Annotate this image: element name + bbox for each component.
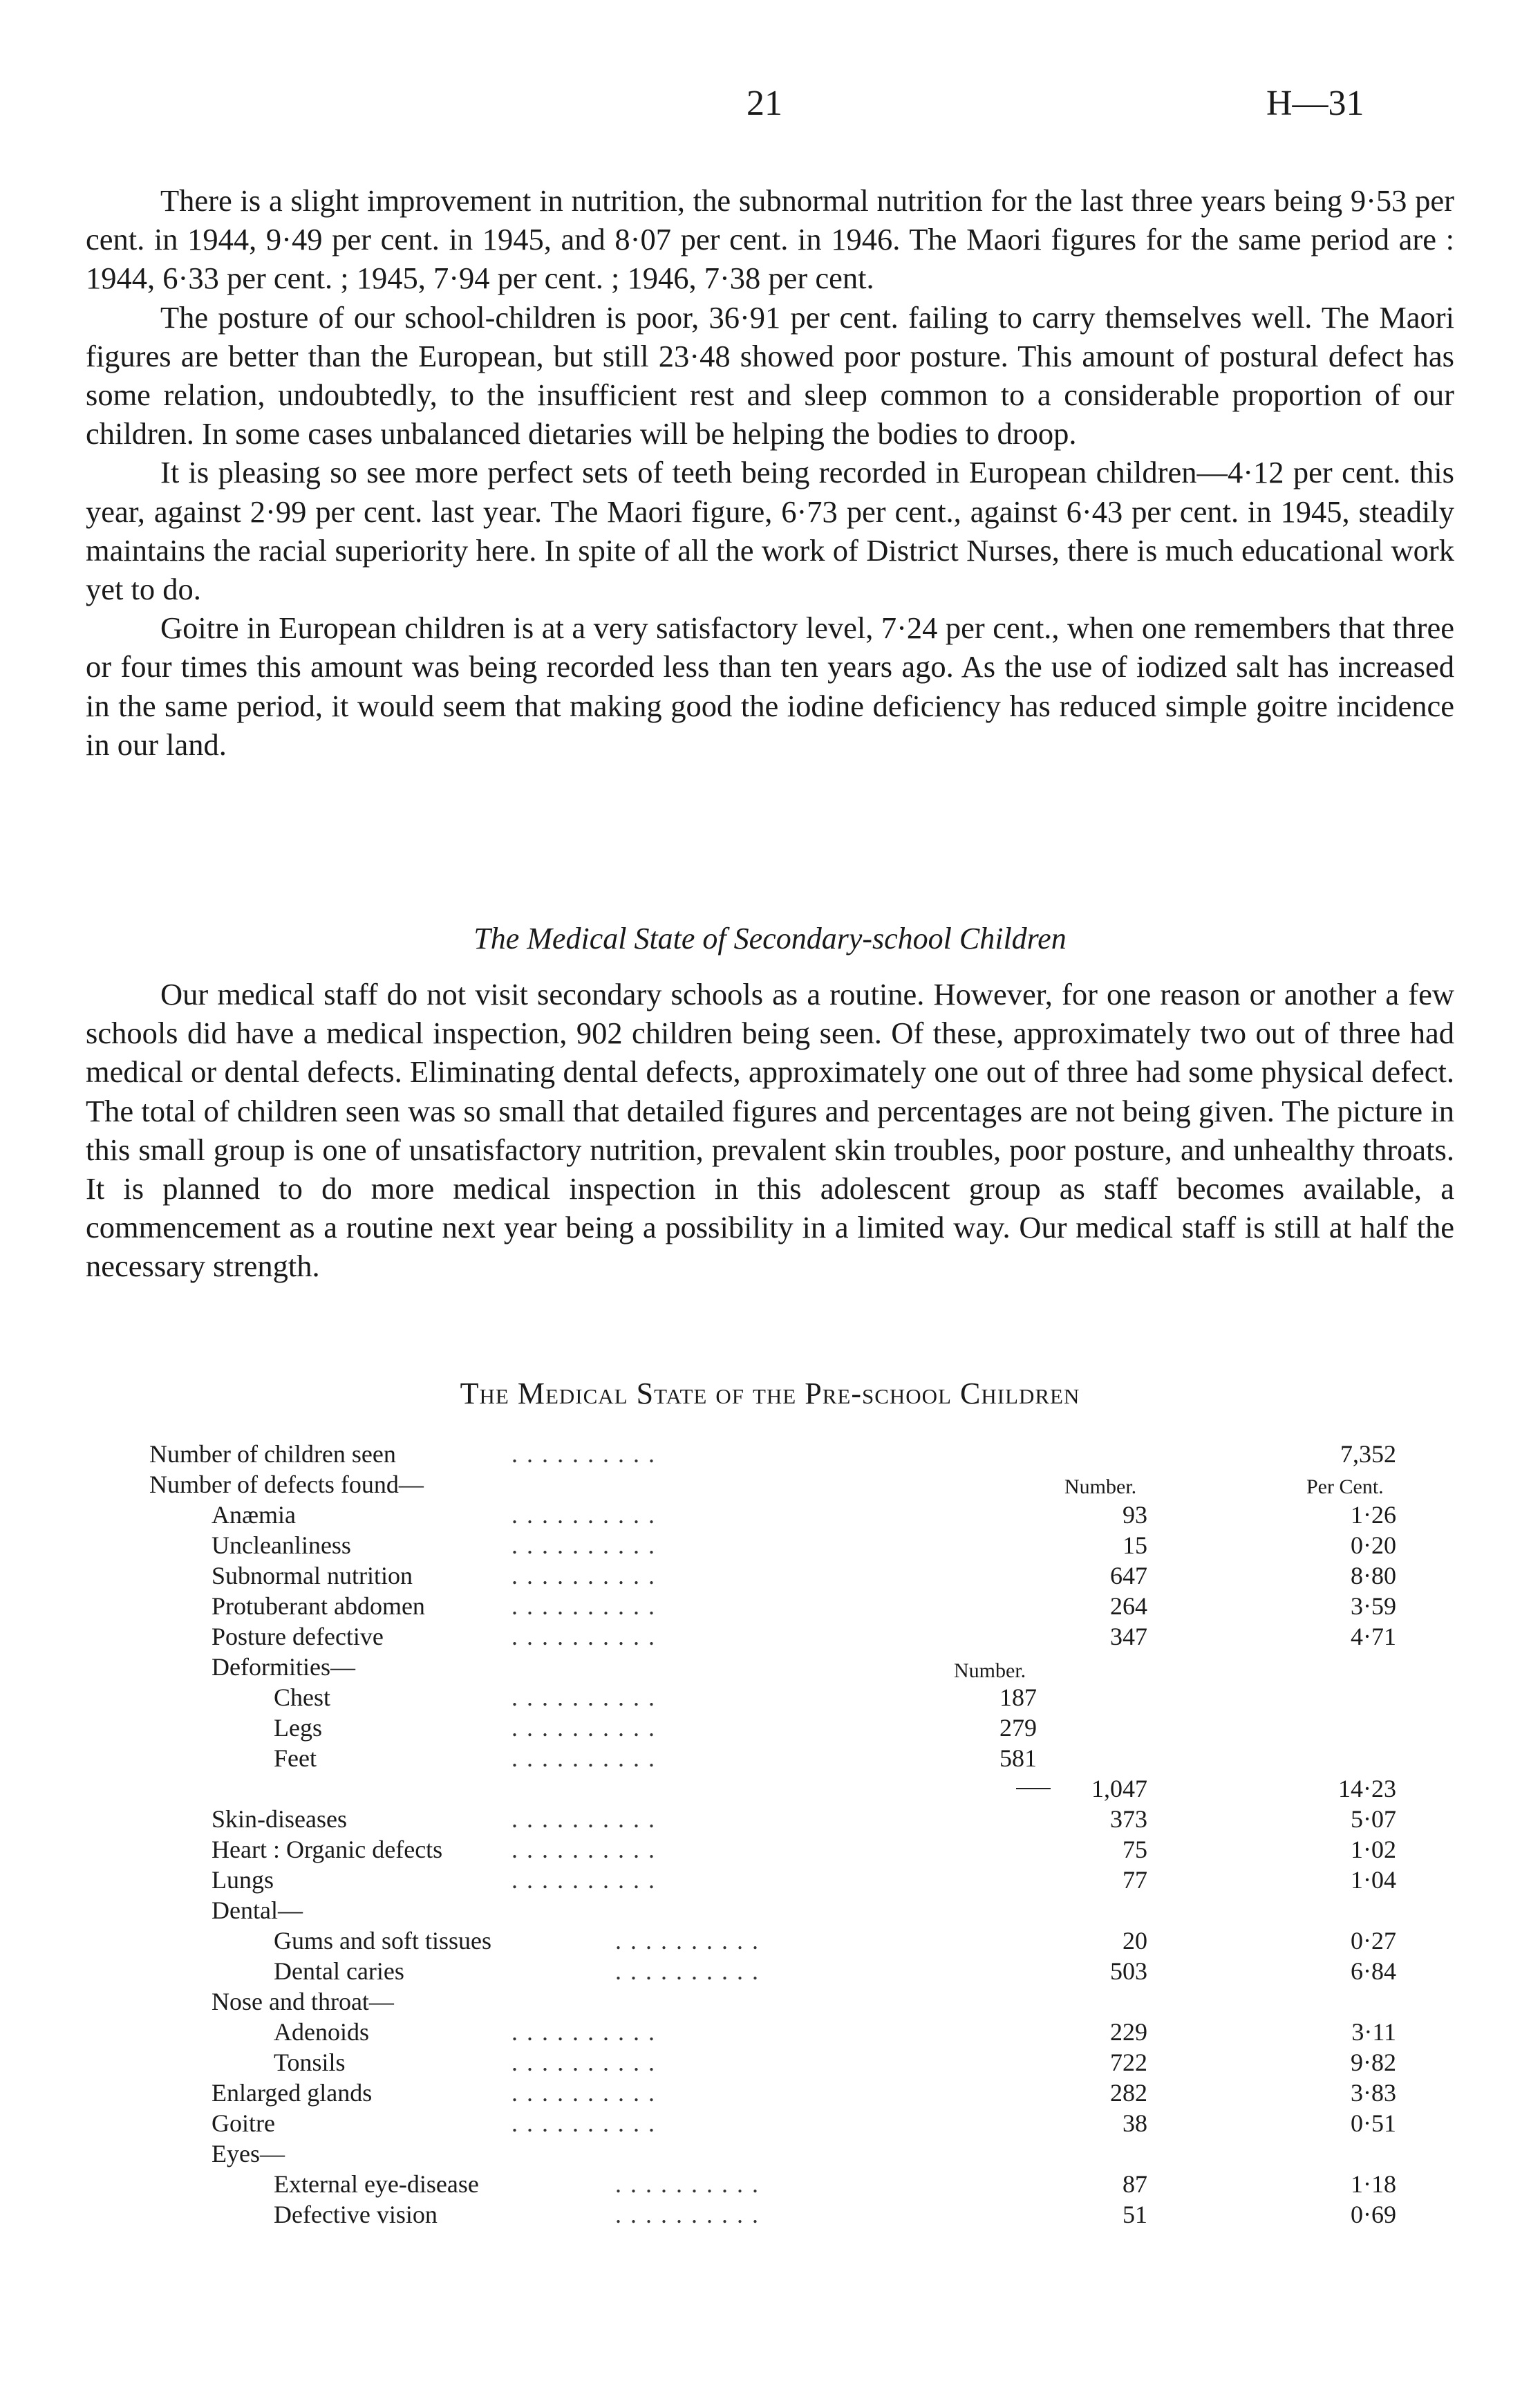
number: 51 [1123, 2201, 1147, 2228]
paragraph-teeth: It is pleasing so see more perfect sets of teeth being recorded in European children—4·12 per cent. this year, against 2·99 per cent. last year. The Maori figure, 6·73 per cent., against 6·43 per cent. in 1945, steadily maintains the racial superiority here. In spite of all the work of District Nurses, there is much educational work yet to do. [86, 455, 1454, 607]
number: 93 [1123, 1501, 1147, 1529]
number: 647 [1110, 1562, 1147, 1589]
per-cent: 0·51 [1351, 2109, 1396, 2137]
row-label: Uncleanliness [212, 1531, 351, 1559]
table-row [0, 1683, 1540, 1713]
row-label: Skin-diseases [212, 1805, 347, 1833]
row-label: Number of defects found— [149, 1471, 424, 1498]
per-cent: 3·83 [1351, 2079, 1396, 2107]
table-row [0, 1957, 1540, 1987]
table-row [0, 1926, 1540, 1957]
row-label: Defective vision [274, 2201, 438, 2228]
per-cent: 4·71 [1351, 1623, 1396, 1650]
row-label: Anæmia [212, 1501, 296, 1529]
leader-dots: . . . . . . . . . . [511, 2049, 656, 2076]
number: 229 [1110, 2018, 1147, 2046]
number: 373 [1110, 1805, 1147, 1833]
table-row [0, 2200, 1540, 2230]
row-label: Enlarged glands [212, 2079, 373, 2107]
per-cent: 1·04 [1351, 1866, 1396, 1894]
page-number: 21 [746, 84, 782, 123]
row-label: Gums and soft tissues [274, 1927, 491, 1955]
table-row [0, 2017, 1540, 2048]
document-code: H—31 [1266, 84, 1364, 123]
per-cent: 0·20 [1351, 1531, 1396, 1559]
leader-dots: . . . . . . . . . . [511, 1562, 656, 1589]
leader-dots: . . . . . . . . . . [511, 1531, 656, 1559]
per-cent: 3·11 [1351, 2018, 1396, 2046]
table-row [0, 1500, 1540, 1531]
row-label: External eye-disease [274, 2170, 479, 2198]
per-cent: 3·59 [1351, 1592, 1396, 1620]
row-label: Nose and throat— [212, 1988, 394, 2015]
leader-dots: . . . . . . . . . . [511, 1805, 656, 1833]
leader-dots: . . . . . . . . . . [511, 1744, 656, 1772]
table-row [0, 1531, 1540, 1561]
row-label: Tonsils [274, 2049, 346, 2076]
table-row [0, 2109, 1540, 2139]
row-label: Heart : Organic defects [212, 1836, 443, 1863]
row-label: Goitre [212, 2109, 275, 2137]
row-label: Posture defective [212, 1623, 384, 1650]
sub-number: 187 [999, 1683, 1037, 1711]
leader-dots: . . . . . . . . . . [511, 1501, 656, 1529]
total-rule [1016, 1788, 1051, 1789]
leader-dots: . . . . . . . . . . [511, 1836, 656, 1863]
number: 38 [1123, 2109, 1147, 2137]
leader-dots: . . . . . . . . . . [511, 1866, 656, 1894]
paragraph-secondary: Our medical staff do not visit secondary schools as a routine. However, for one reason or another a few schools did have a medical inspection, 902 children being seen. Of these, approximately two out of three had medical or dental defects. Eliminating dental defects, approximately one out of three had some physical defect. The total of children seen was so small that detailed figures and percentages are not being given. The picture in this small group is one of unsatisfactory nutrition, prevalent skin troubles, poor posture, and unhealthy throats. It is planned to do more medical inspection in this adolescent group as staff becomes available, a commencement as a routine next year being a possibility in a limited way. Our medical staff is still at half the necessary strength. [86, 977, 1454, 1284]
row-defects-found [0, 1470, 1540, 1500]
row-label: Dental— [212, 1896, 303, 1924]
per-cent: 1·02 [1351, 1836, 1396, 1863]
table-row [0, 2170, 1540, 2200]
row-label: Dental caries [274, 1957, 404, 1985]
per-cent: 9·82 [1351, 2049, 1396, 2076]
leader-dots: . . . . . . . . . . [615, 2201, 760, 2228]
leader-dots: . . . . . . . . . . [511, 1683, 656, 1711]
row-label: Protuberant abdomen [212, 1592, 425, 1620]
table-row [0, 1561, 1540, 1592]
row-children-seen [0, 1439, 1540, 1470]
leader-dots: . . . . . . . . . . [511, 1623, 656, 1650]
row-label: Eyes— [212, 2140, 285, 2167]
table-row [0, 1713, 1540, 1744]
children-seen-value: 7,352 [1340, 1440, 1396, 1468]
number: 1,047 [1091, 1775, 1147, 1802]
per-cent: 14·23 [1338, 1775, 1396, 1802]
leader-dots: . . . . . . . . . . [511, 1714, 656, 1742]
leader-dots: . . . . . . . . . . [511, 2018, 656, 2046]
number: 15 [1123, 1531, 1147, 1559]
number: 264 [1110, 1592, 1147, 1620]
leader-dots: . . . . . . . . . . [615, 1927, 760, 1955]
leader-dots: . . . . . . . . . . [511, 2079, 656, 2107]
per-cent: 0·69 [1351, 2201, 1396, 2228]
sub-number: 279 [999, 1714, 1037, 1742]
number: 87 [1123, 2170, 1147, 2198]
row-nose-throat [0, 1987, 1540, 2017]
number: 282 [1110, 2079, 1147, 2107]
table-row [0, 1744, 1540, 1774]
row-dental [0, 1896, 1540, 1926]
table-row [0, 1592, 1540, 1622]
number: 77 [1123, 1866, 1147, 1894]
number: 20 [1123, 1927, 1147, 1955]
leader-dots: . . . . . . . . . . [511, 2109, 656, 2137]
row-eyes [0, 2139, 1540, 2170]
paragraph-posture: The posture of our school-children is poor, 36·91 per cent. failing to carry themselves well. The Maori figures are better than the European, but still 23·48 showed poor posture. This amount of postural defect has some relation, undoubtedly, to the insufficient rest and sleep common to a considerable proportion of our children. In some cases unbalanced dietaries will be helping the bodies to droop. [86, 299, 1454, 451]
table-row [0, 1622, 1540, 1652]
leader-dots: . . . . . . . . . . [511, 1440, 656, 1468]
row-label: Adenoids [274, 2018, 369, 2046]
leader-dots: . . . . . . . . . . [511, 1592, 656, 1620]
per-cent: 1·26 [1351, 1501, 1396, 1529]
row-label: Lungs [212, 1866, 274, 1894]
number: 347 [1110, 1623, 1147, 1650]
table-row [0, 2078, 1540, 2109]
table-row [0, 1804, 1540, 1835]
row-label: Feet [274, 1744, 317, 1772]
per-cent: 1·18 [1351, 2170, 1396, 2198]
row-label: Deformities— [212, 1653, 355, 1681]
table-title: The Medical State of the Pre-school Children [460, 1377, 1080, 1410]
section-heading-secondary: The Medical State of Secondary-school Children [473, 922, 1067, 955]
paragraph-goitre: Goitre in European children is at a very satisfactory level, 7·24 per cent., when one remembers that three or four times this amount was being recorded less than ten years ago. As the use of iodized salt has increased in the same period, it would seem that making good the iodine deficiency has reduced simple goitre incidence in our land. [86, 610, 1454, 762]
number: 75 [1123, 1836, 1147, 1863]
row-label: Subnormal nutrition [212, 1562, 413, 1589]
per-cent: 5·07 [1351, 1805, 1396, 1833]
column-header-per-cent: Per Cent. [1306, 1475, 1384, 1498]
number: 503 [1110, 1957, 1147, 1985]
per-cent: 8·80 [1351, 1562, 1396, 1589]
sub-number: 581 [999, 1744, 1037, 1772]
leader-dots: . . . . . . . . . . [615, 1957, 760, 1985]
table-row [0, 2048, 1540, 2078]
column-header-number: Number. [1064, 1475, 1137, 1498]
secondary-body [86, 975, 1454, 1286]
leader-dots: . . . . . . . . . . [615, 2170, 760, 2198]
row-label: Legs [274, 1714, 322, 1742]
per-cent: 6·84 [1351, 1957, 1396, 1985]
row-label: Number of children seen [149, 1440, 396, 1468]
column-header-sub-number: Number. [954, 1659, 1026, 1682]
number: 722 [1110, 2049, 1147, 2076]
per-cent: 0·27 [1351, 1927, 1396, 1955]
row-label: Chest [274, 1683, 331, 1711]
body-text [86, 181, 1454, 764]
row-deformities [0, 1652, 1540, 1683]
row-deformities-total [0, 1774, 1540, 1804]
table-row [0, 1835, 1540, 1865]
table-row [0, 1865, 1540, 1896]
paragraph-nutrition: There is a slight improvement in nutrition, the subnormal nutrition for the last three years being 9·53 per cent. in 1944, 9·49 per cent. in 1945, and 8·07 per cent. in 1946. The Maori figures for the same period are : 1944, 6·33 per cent. ; 1945, 7·94 per cent. ; 1946, 7·38 per cent. [86, 183, 1454, 296]
